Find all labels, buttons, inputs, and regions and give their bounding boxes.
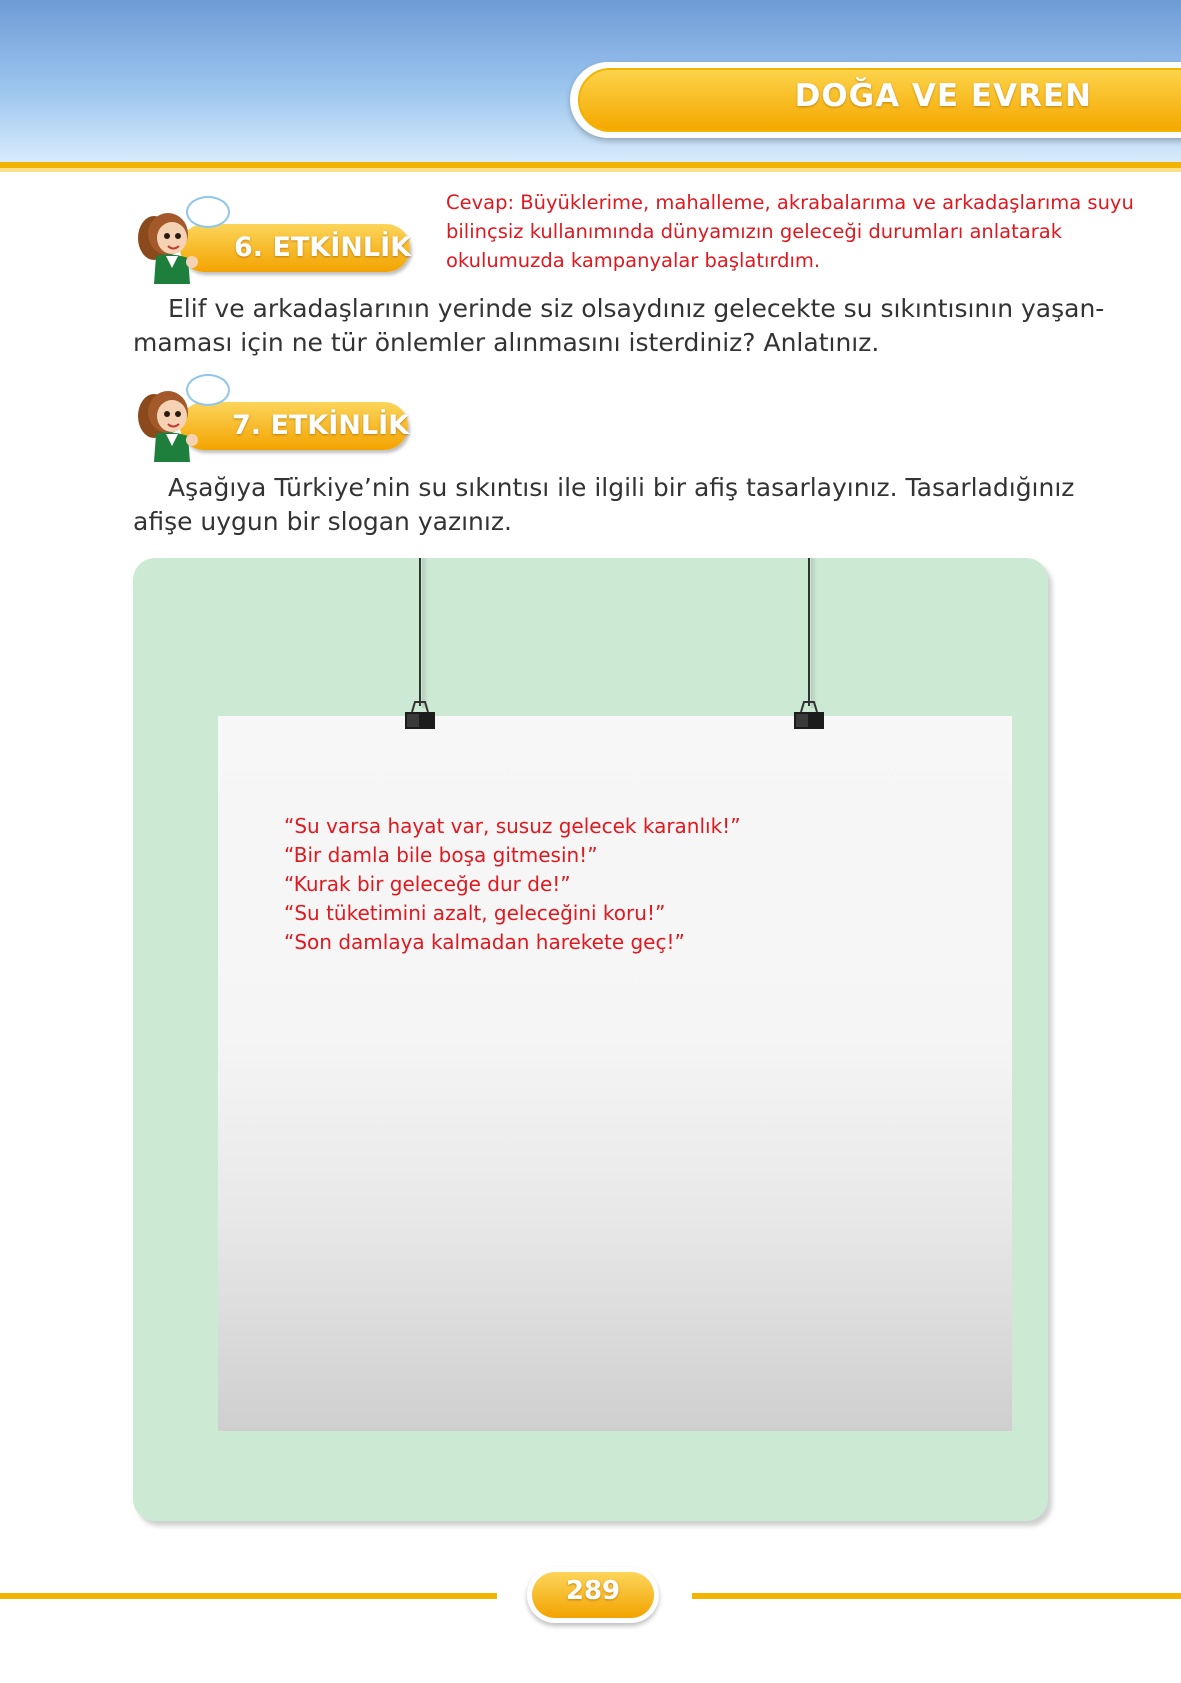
binder-clip-icon [792,700,826,730]
string-shadow [811,558,817,708]
footer-rule-left [0,1593,497,1599]
instruction-line: Aşağıya Türkiye’nin su sıkıntısı ile ilgili bir afiş tasarlayınız. Tasarladığınız [168,473,1075,502]
activity-6-answer [446,188,1146,275]
question-line: maması için ne tür önlemler alınmasını isterdiniz? Anlatınız. [133,328,880,357]
slogan-line: “Son damlaya kalmadan harekete geç!” [284,930,685,954]
page-number: 289 [565,1576,621,1606]
question-line: Elif ve arkadaşlarının yerinde siz olsaydınız gelecekte su sıkıntısının yaşan- [168,294,1105,323]
answer-line: bilinçsiz kullanımında dünyamızın geleceği durumları anlatarak [446,220,1062,243]
hanging-string [419,558,421,706]
answer-line: okulumuzda kampanyalar başlatırdım. [446,249,821,272]
unit-title: DOĞA VE EVREN [794,78,1092,114]
unit-banner [570,62,1181,138]
activity-label: 7. ETKİNLİK [232,410,410,441]
hanging-string [808,558,810,706]
girl-mascot-icon [130,382,210,464]
footer-rule-right [692,1593,1181,1599]
slogan-line: “Kurak bir geleceğe dur de!” [284,872,571,896]
poster-slogans [284,812,741,957]
activity-7-instruction [133,471,1075,539]
slogan-line: “Bir damla bile boşa gitmesin!” [284,843,598,867]
activity-label: 6. ETKİNLİK [234,232,412,263]
activity-6-badge [130,196,420,286]
header-rule-light [0,168,1181,172]
binder-clip-icon [403,700,437,730]
slogan-line: “Su tüketimini azalt, geleceğini koru!” [284,901,666,925]
activity-6-question [133,292,1105,360]
answer-line: Cevap: Büyüklerime, mahalleme, akrabalarıma ve arkadaşlarıma suyu [446,191,1134,214]
string-shadow [422,558,428,708]
page-number-badge [527,1567,659,1623]
girl-mascot-icon [130,204,210,286]
activity-7-badge [130,374,420,464]
instruction-line: afişe uygun bir slogan yazınız. [133,507,512,536]
slogan-line: “Su varsa hayat var, susuz gelecek karanlık!” [284,814,741,838]
